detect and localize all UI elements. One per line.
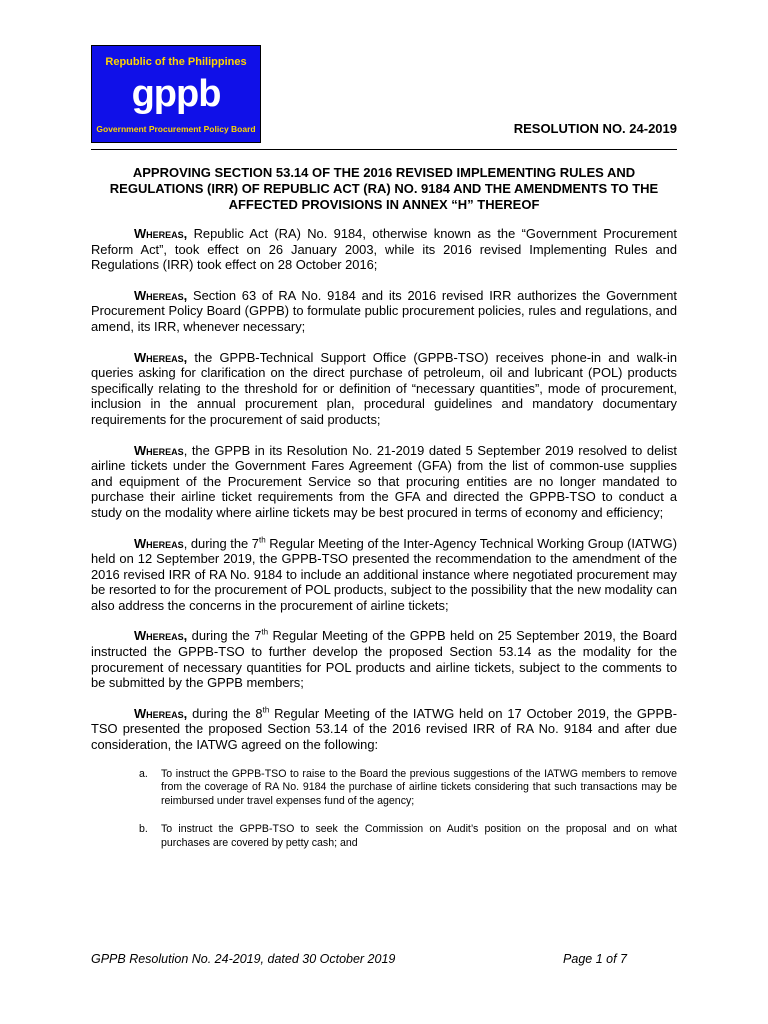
- paragraph-text: the GPPB-Technical Support Office (GPPB-TSO) receives phone-in and walk-in queries asking for clarification on the direct purchase of petroleum, oil and lubricant (POL) products specifically relating to the threshold for or definition of “necessary quantities”, mode of procurement, inclusion in the annual procurement plan, procedural guidelines and mandatory documentary requirements for the procurement of said products;: [91, 349, 677, 427]
- header-divider: [91, 149, 677, 150]
- resolution-number: RESOLUTION NO. 24-2019: [513, 121, 677, 136]
- paragraph-text: Regular Meeting of the GPPB held on 25 September 2019, the Board instructed the GPPB-TSO to further develop the proposed Section 53.14 as the modality for the procurement of necessary quantities for POL products and airline tickets, subject to the comments to be submitted by the GPPB members;: [91, 628, 678, 691]
- list-marker: b.: [139, 823, 148, 836]
- list-item: [91, 823, 677, 851]
- list-item-text: To instruct the GPPB-TSO to raise to the Board the previous suggestions of the IATWG members to remove from the coverage of RA No. 9184 the purchase of airline tickets considering that such transactions may be reimbursed under travel expenses fund of the agency;: [161, 767, 677, 808]
- paragraph: [91, 536, 677, 614]
- paragraph-text: Republic Act (RA) No. 9184, otherwise known as the “Government Procurement Reform Act”, took effect on 26 January 2003, while its 2016 revised Implementing Rules and Regulations (IRR) took effect on 28 October 2016;: [91, 226, 677, 273]
- page-number: Page 1 of 7: [563, 952, 627, 966]
- paragraph-text: Section 63 of RA No. 9184 and its 2016 revised IRR authorizes the Government Procurement Policy Board (GPPB) to formulate public procurement policies, rules and regulations, and amend, its IRR, whenever necessary;: [91, 287, 677, 334]
- logo-mark: gppb: [131, 73, 221, 115]
- paragraph-text: , the GPPB in its Resolution No. 21-2019 dated 5 September 2019 resolved to delist airline tickets under the Government Fares Agreement (GFA) from the list of common-use supplies and equipment of the Procurement Service so that procuring entities are no longer mandated to purchase their airline ticket requirements from the GFA and directed the GPPB-TSO to conduct a study on the modality where airline tickets may be best procured in terms of economy and efficiency;: [91, 442, 677, 520]
- paragraph-text: during the 8: [187, 705, 263, 721]
- whereas-lead: Whereas,: [134, 705, 188, 721]
- paragraph-text: Regular Meeting of the IATWG held on 17 October 2019, the GPPB-TSO presented the proposed Section 53.14 of the 2016 revised IRR of RA No. 9184 and after due consideration, the IATWG agreed on the following:: [91, 705, 677, 753]
- logo-top-text: Republic of the Philippines: [105, 56, 247, 68]
- whereas-lead: Whereas,: [134, 226, 188, 241]
- paragraph: [91, 628, 677, 690]
- gppb-logo: [91, 45, 261, 143]
- ordinal-suffix: th: [261, 628, 269, 638]
- whereas-lead: Whereas: [134, 442, 184, 458]
- paragraph: [91, 350, 677, 428]
- paragraph: [91, 443, 677, 521]
- whereas-lead: Whereas,: [134, 349, 188, 365]
- paragraph: [91, 226, 677, 273]
- ordinal-suffix: th: [258, 535, 266, 545]
- paragraph-text: Regular Meeting of the Inter-Agency Technical Working Group (IATWG) held on 12 September 2019, the GPPB-TSO presented the recommendation to the amendment of the 2016 revised IRR of RA No. 9184 to include an additional instance where negotiated procurement may be resorted to for the procurement of POL products, subject to the possibility that the new modality can also address the concerns in the procurement of airline tickets;: [91, 535, 678, 613]
- list-item: [91, 768, 677, 809]
- document-body: [91, 226, 677, 865]
- paragraph-text: during the 7: [187, 628, 262, 644]
- paragraph-text: , during the 7: [183, 535, 259, 551]
- whereas-lead: Whereas,: [134, 628, 188, 644]
- whereas-lead: Whereas: [134, 535, 184, 551]
- list-item-text: To instruct the GPPB-TSO to seek the Commission on Audit’s position on the proposal and on what purchases are covered by petty cash; and: [161, 823, 677, 849]
- logo-bottom-text: Government Procurement Policy Board: [96, 124, 256, 134]
- paragraph: [91, 288, 677, 335]
- ordinal-suffix: th: [262, 705, 270, 715]
- paragraph: [91, 706, 677, 753]
- whereas-lead: Whereas,: [134, 287, 188, 303]
- list-marker: a.: [139, 767, 148, 780]
- document-title: APPROVING SECTION 53.14 OF THE 2016 REVISED IMPLEMENTING RULES AND REGULATIONS (IRR) OF REPUBLIC ACT (RA) NO. 9184 AND THE AMENDMENTS TO THE AFFECTED PROVISIONS IN ANNEX “H” THEREOF: [109, 165, 659, 212]
- agreement-list: [91, 768, 677, 851]
- footer-citation: GPPB Resolution No. 24-2019, dated 30 October 2019: [91, 952, 396, 966]
